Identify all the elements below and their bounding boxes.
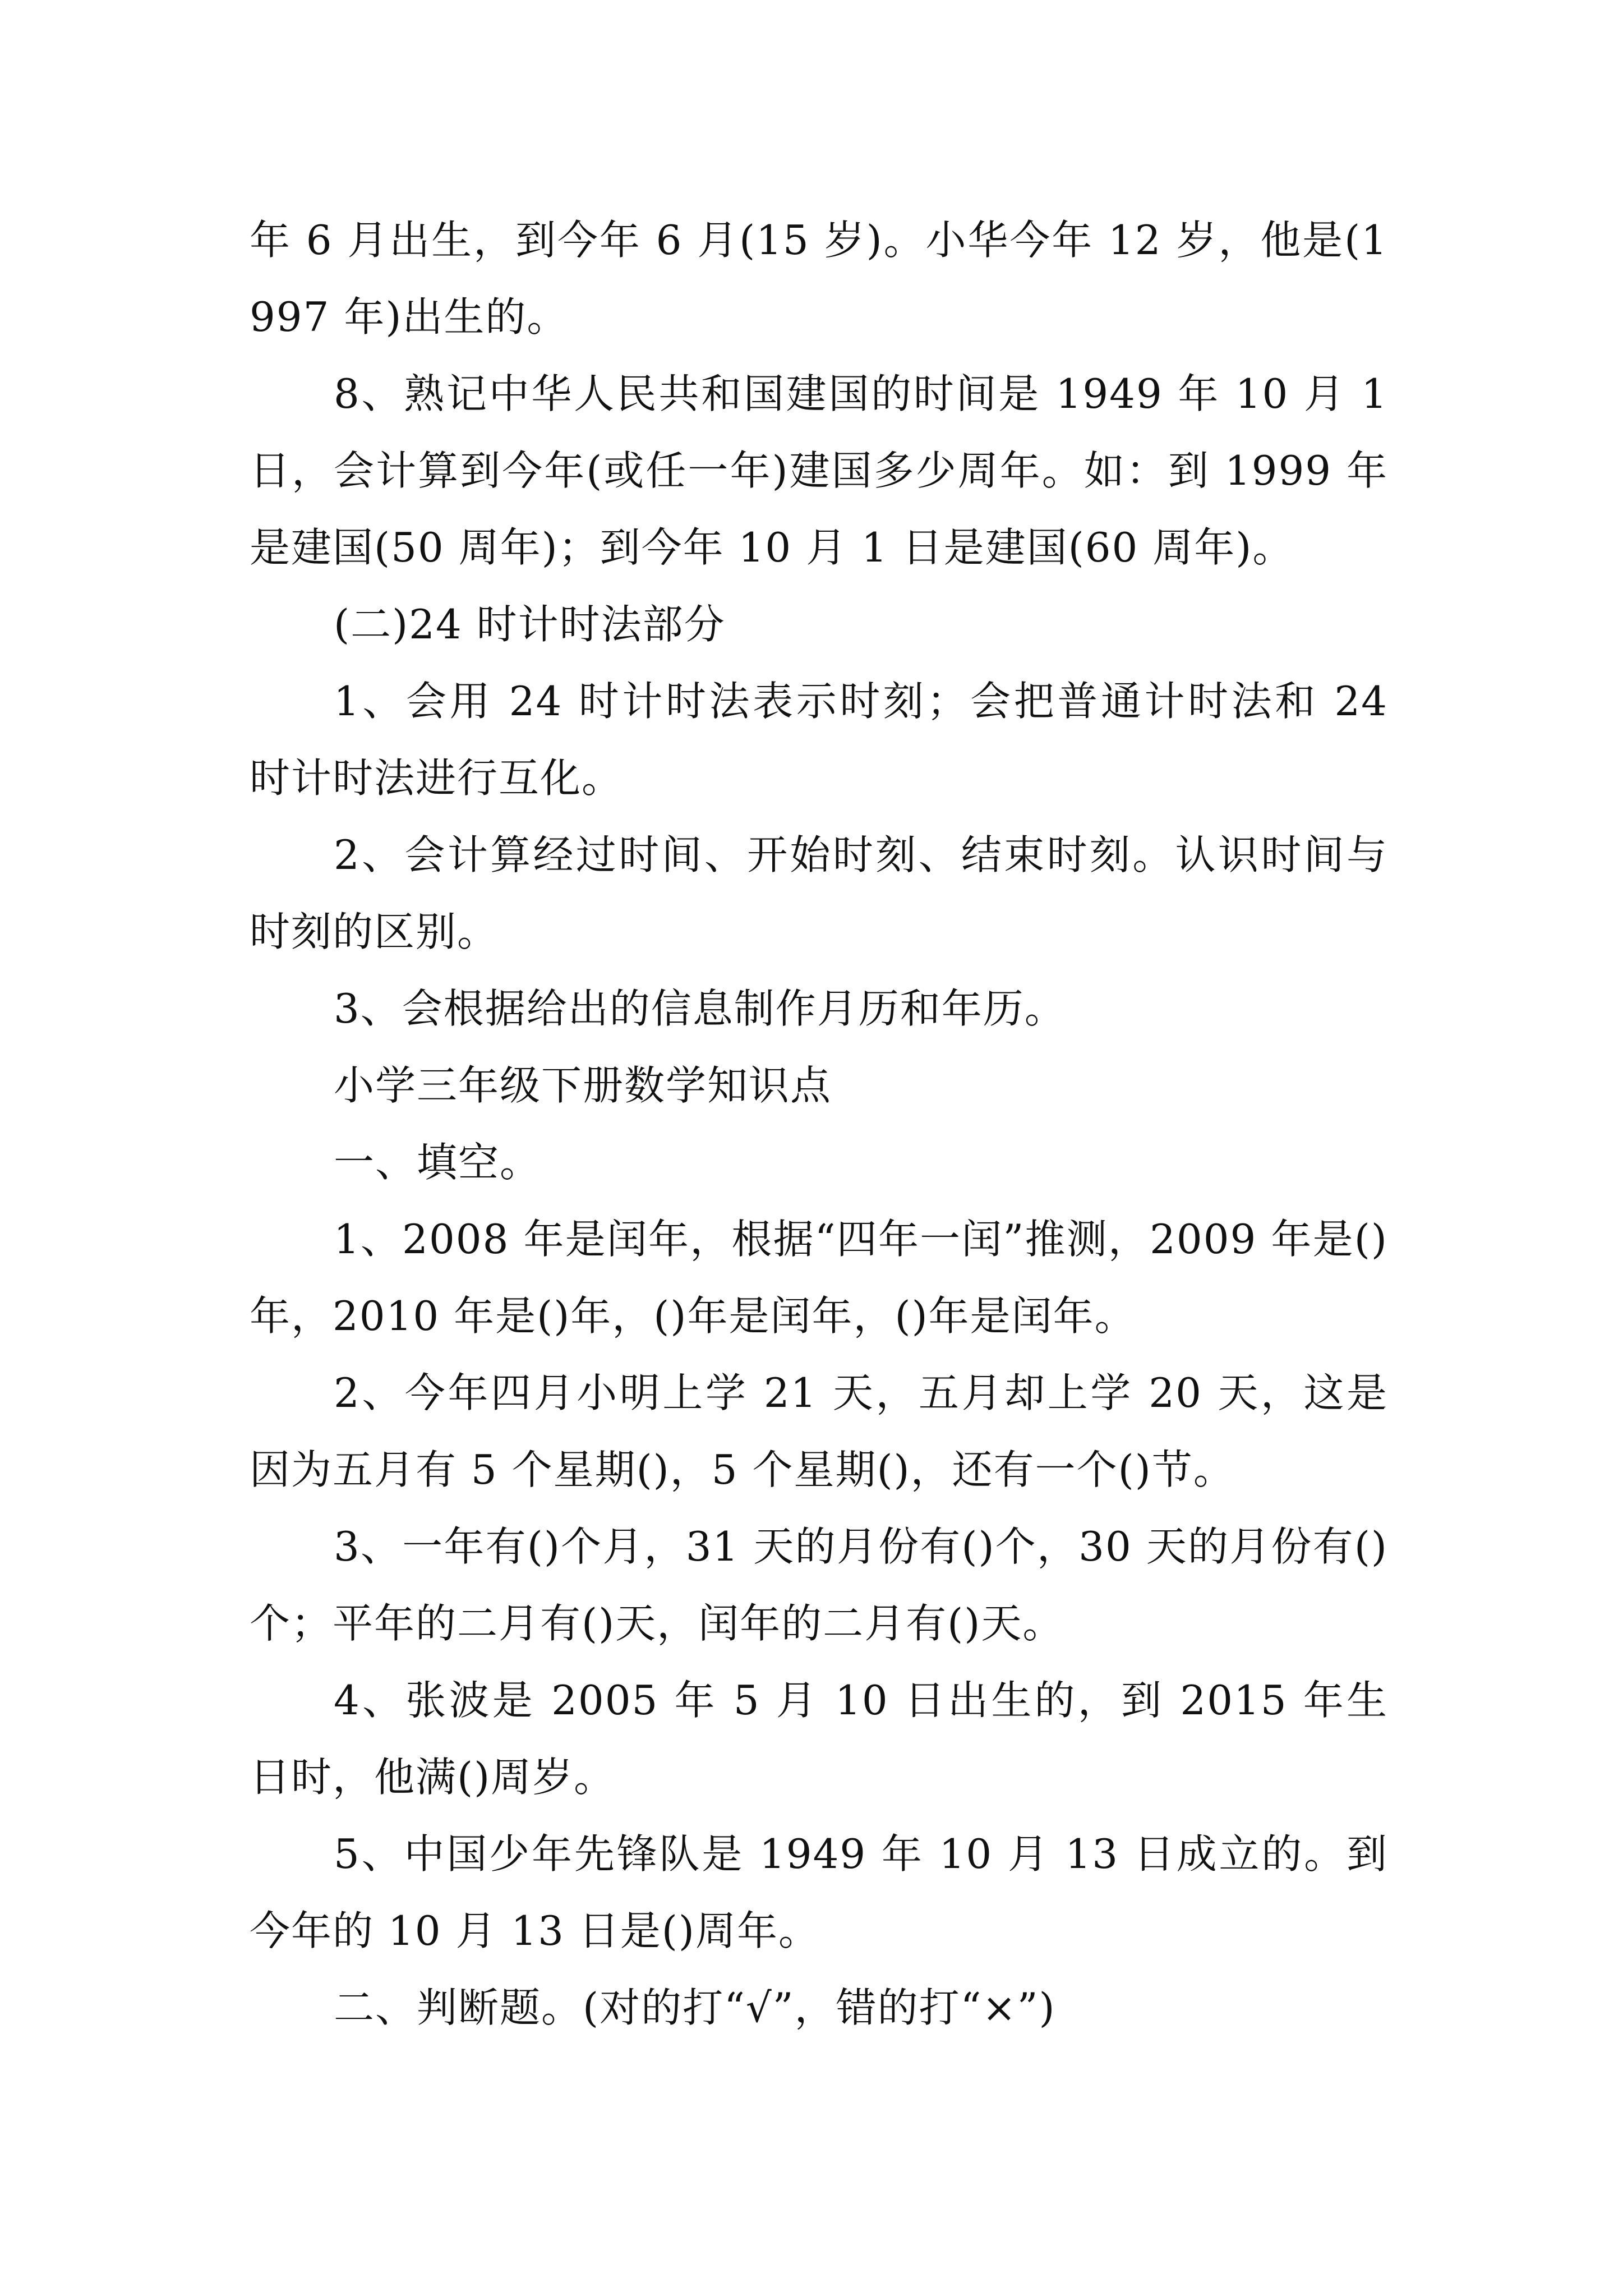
- paragraph-item-8-founding-date: 8、熟记中华人民共和国建国的时间是 1949 年 10 月 1 日，会计算到今年(或任一年)建国多少周年。如：到 1999 年是建国(50 周年)；到今年 10 月 1 日是建国(60 周年)。: [250, 370, 1388, 571]
- paragraph-item-1-24-hour: 1、会用 24 时计时法表示时刻；会把普通计时法和 24 时计时法进行互化。: [250, 678, 1388, 802]
- paragraph-item-2-elapsed-time: 2、会计算经过时间、开始时刻、结束时刻。认识时间与时刻的区别。: [250, 831, 1388, 955]
- paragraph-item-3-calendar: 3、会根据给出的信息制作月历和年历。: [334, 985, 1066, 1032]
- question-4-age: 4、张波是 2005 年 5 月 10 日出生的，到 2015 年生日时，他满()周岁。: [250, 1677, 1388, 1801]
- section-title-grade3-math: 小学三年级下册数学知识点: [334, 1062, 832, 1109]
- question-2-school-days: 2、今年四月小明上学 21 天，五月却上学 20 天，这是因为五月有 5 个星期()，5 个星期()，还有一个()节。: [250, 1369, 1388, 1493]
- document-body: [250, 202, 1388, 2046]
- question-5-young-pioneers: 5、中国少年先锋队是 1949 年 10 月 13 日成立的。到今年的 10 月 13 日是()周年。: [250, 1830, 1388, 1954]
- paragraph-birth-year: 年 6 月出生，到今年 6 月(15 岁)。小华今年 12 岁，他是(1997 年)出生的。: [250, 217, 1388, 341]
- question-1-leap-year: 1、2008 年是闰年，根据“四年一闰”推测，2009 年是()年，2010 年是()年，()年是闰年，()年是闰年。: [250, 1216, 1388, 1340]
- question-3-months: 3、一年有()个月，31 天的月份有()个，30 天的月份有()个；平年的二月有()天，闰年的二月有()天。: [250, 1523, 1388, 1647]
- section-heading-fill-blank: 一、填空。: [334, 1139, 542, 1186]
- section-heading-true-false: 二、判断题。(对的打“√”，错的打“×”): [334, 1984, 1056, 2031]
- section-heading-24-hour-clock: (二)24 时计时法部分: [334, 601, 726, 648]
